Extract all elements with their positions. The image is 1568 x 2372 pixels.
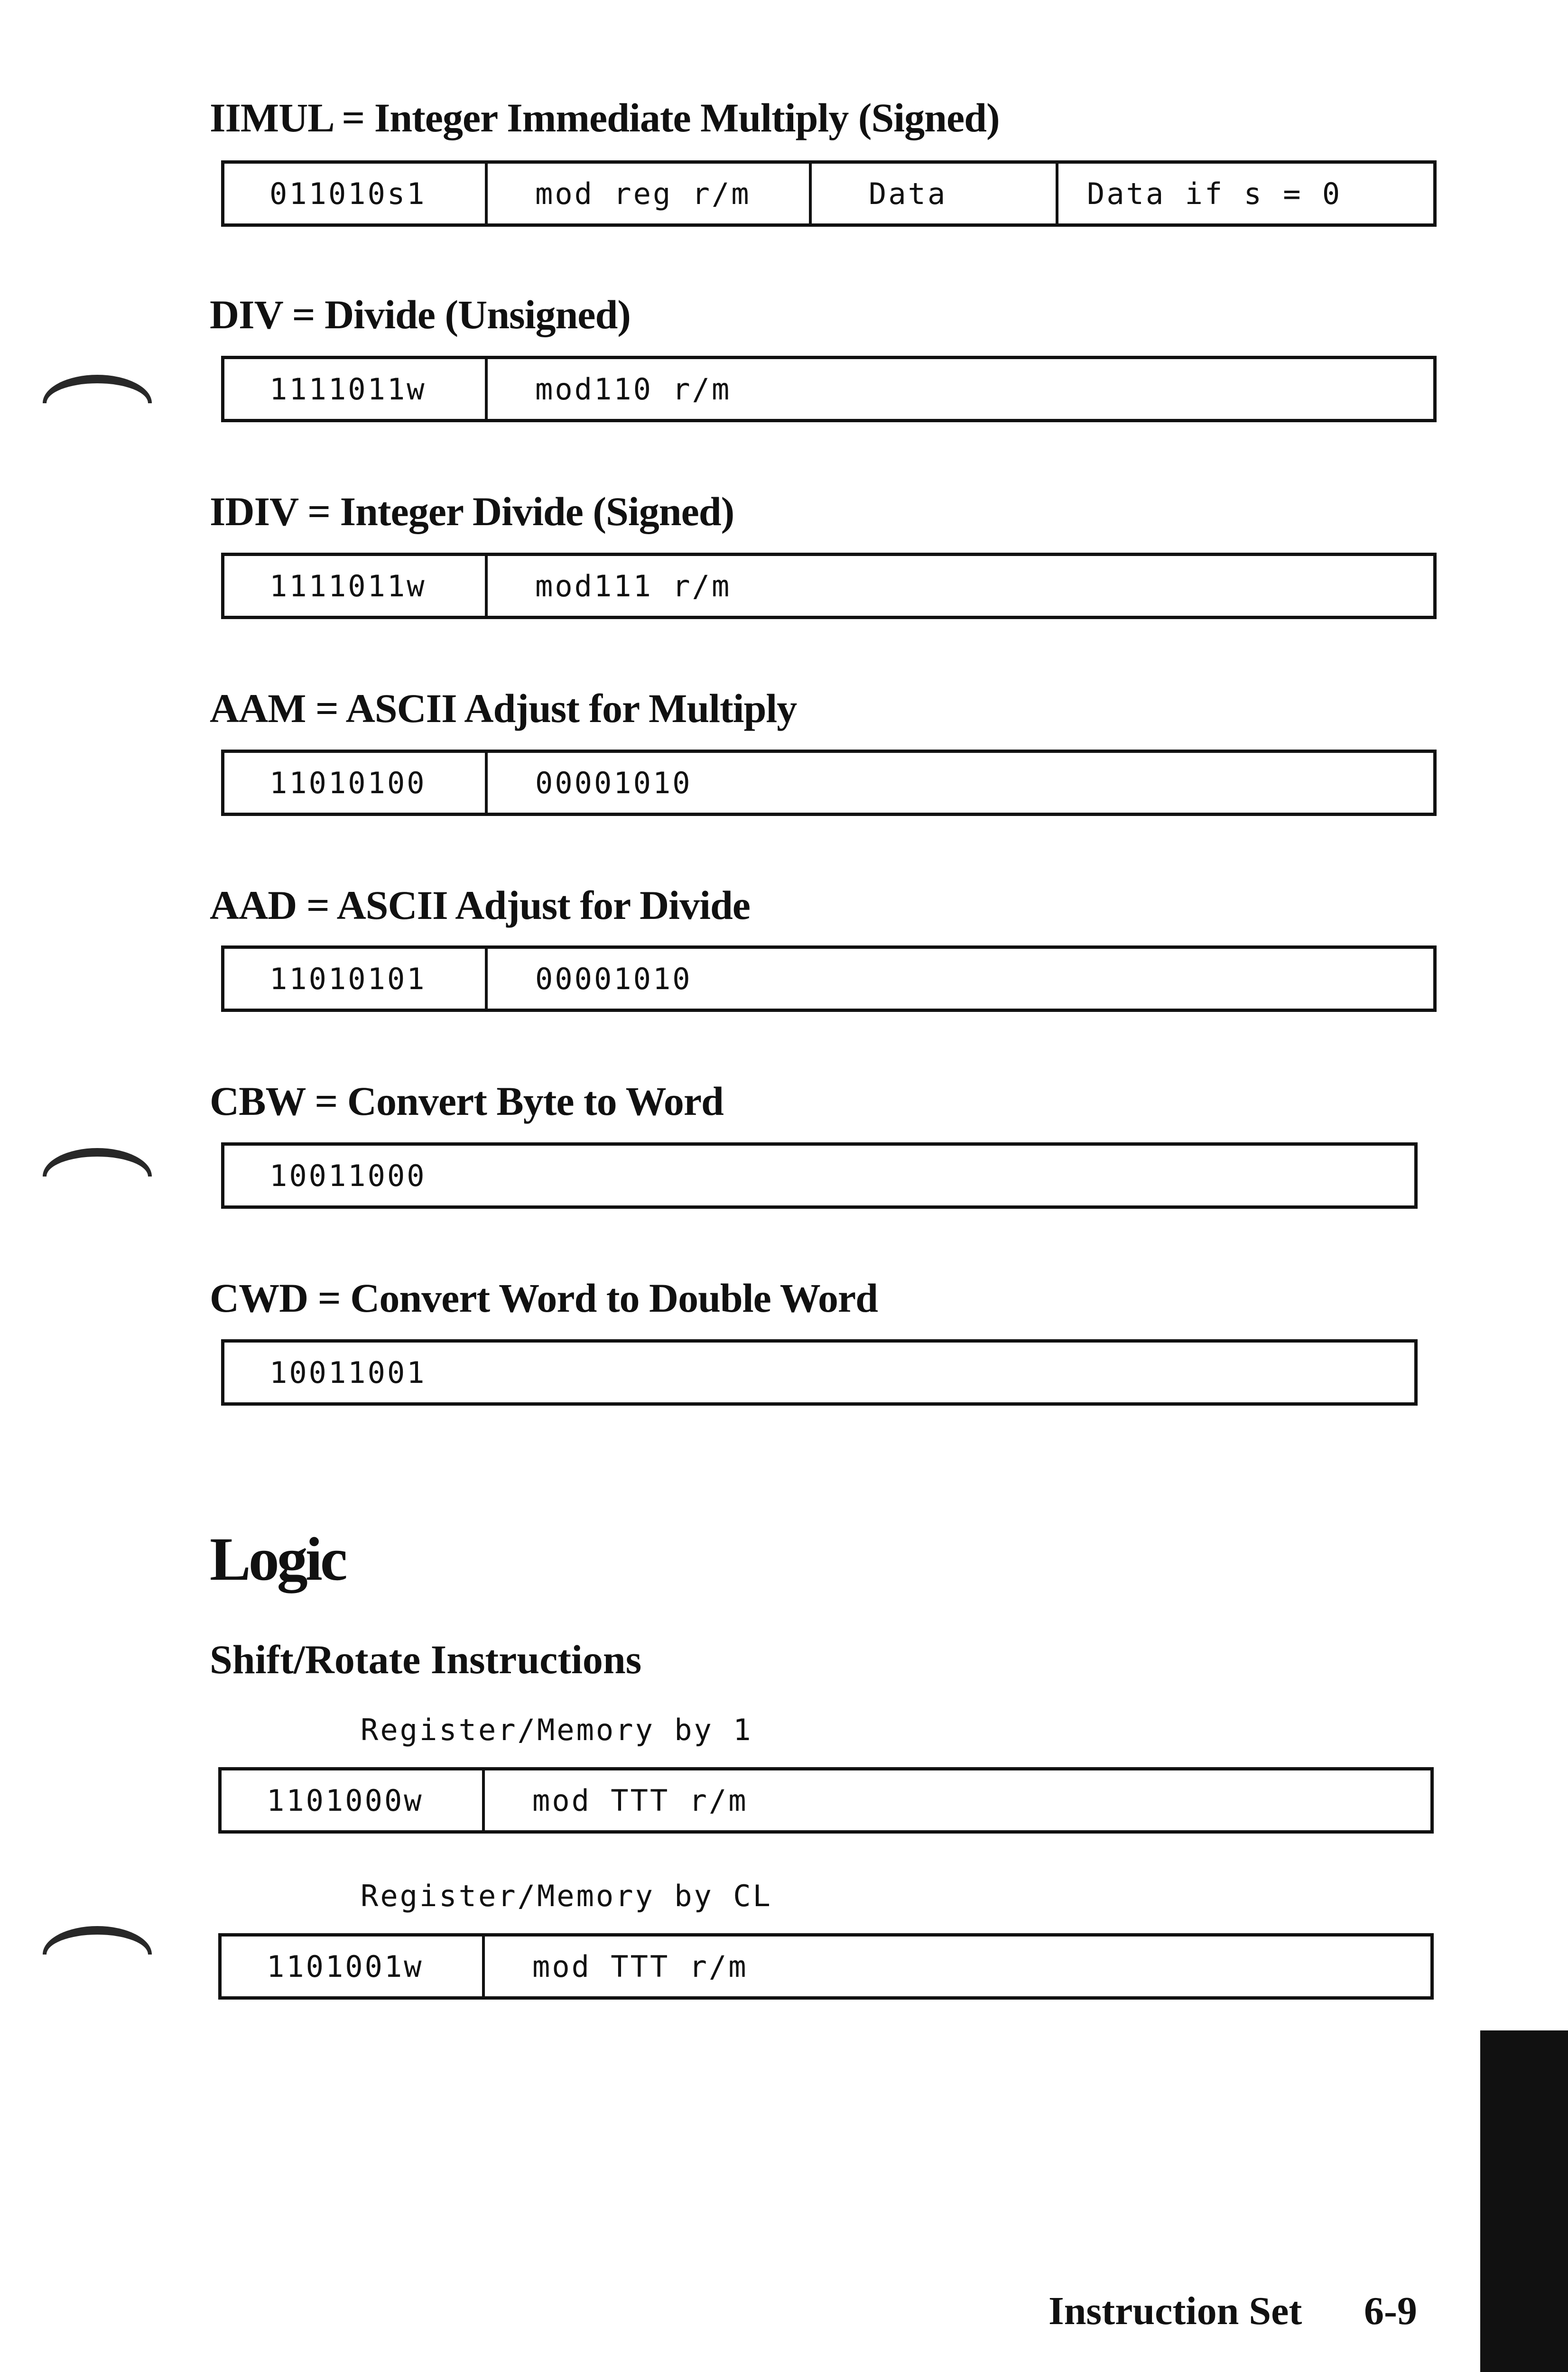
instruction-format-aad xyxy=(221,945,1437,1012)
modrm-field: mod reg r/m xyxy=(488,164,812,223)
instruction-format-aam xyxy=(221,750,1437,816)
modrm-field: mod TTT r/m xyxy=(532,1783,748,1818)
instruction-heading-aam: AAM = ASCII Adjust for Multiply xyxy=(210,686,797,731)
data-if-field: Data if s = 0 xyxy=(1087,176,1342,211)
instruction-format-cwd xyxy=(221,1339,1418,1406)
subsection-title-shift-rotate: Shift/Rotate Instructions xyxy=(210,1637,642,1682)
opcode-field: 1101000w xyxy=(222,1770,485,1830)
section-tab-label: SECTION 6 xyxy=(25,2095,63,2321)
section-tab xyxy=(1480,2030,1568,2372)
modrm-field: mod110 r/m xyxy=(535,371,732,407)
second-byte-field: 00001010 xyxy=(535,765,692,800)
instruction-heading-cwd: CWD = Convert Word to Double Word xyxy=(210,1275,878,1321)
opcode-field: 10011000 xyxy=(269,1158,427,1193)
punch-hole-mark xyxy=(43,1148,152,1243)
instruction-heading-aad: AAD = ASCII Adjust for Divide xyxy=(210,882,750,928)
page-number: 6-9 xyxy=(1364,2289,1417,2333)
opcode-field: 011010s1 xyxy=(224,164,488,223)
opcode-field: 1101001w xyxy=(222,1937,485,1996)
format-caption-by-1: Register/Memory by 1 xyxy=(361,1713,753,1747)
instruction-format-shift-by-cl xyxy=(218,1933,1434,2000)
instruction-format-shift-by-1 xyxy=(218,1767,1434,1834)
section-title-logic: Logic xyxy=(210,1525,345,1594)
data-field: Data xyxy=(812,164,1058,223)
second-byte-field: 00001010 xyxy=(535,961,692,996)
instruction-format-idiv xyxy=(221,553,1437,619)
instruction-heading-iimul: IIMUL = Integer Immediate Multiply (Signed) xyxy=(210,95,1000,140)
modrm-field: mod111 r/m xyxy=(535,568,732,603)
instruction-format-div xyxy=(221,356,1437,422)
instruction-heading-idiv: IDIV = Integer Divide (Signed) xyxy=(210,489,734,534)
instruction-format-cbw xyxy=(221,1142,1418,1209)
opcode-field: 1111011w xyxy=(224,556,488,616)
opcode-field: 11010101 xyxy=(224,949,488,1009)
instruction-heading-div: DIV = Divide (Unsigned) xyxy=(210,292,631,337)
instruction-heading-cbw: CBW = Convert Byte to Word xyxy=(210,1078,724,1124)
instruction-format-iimul xyxy=(221,160,1437,227)
punch-hole-mark xyxy=(43,1926,152,2021)
opcode-field: 1111011w xyxy=(224,359,488,419)
punch-hole-mark xyxy=(43,375,152,470)
opcode-field: 10011001 xyxy=(269,1355,427,1390)
format-caption-by-cl: Register/Memory by CL xyxy=(361,1879,772,1913)
footer-title: Instruction Set xyxy=(1048,2289,1302,2333)
opcode-field: 11010100 xyxy=(224,753,488,813)
modrm-field: mod TTT r/m xyxy=(532,1949,748,1984)
